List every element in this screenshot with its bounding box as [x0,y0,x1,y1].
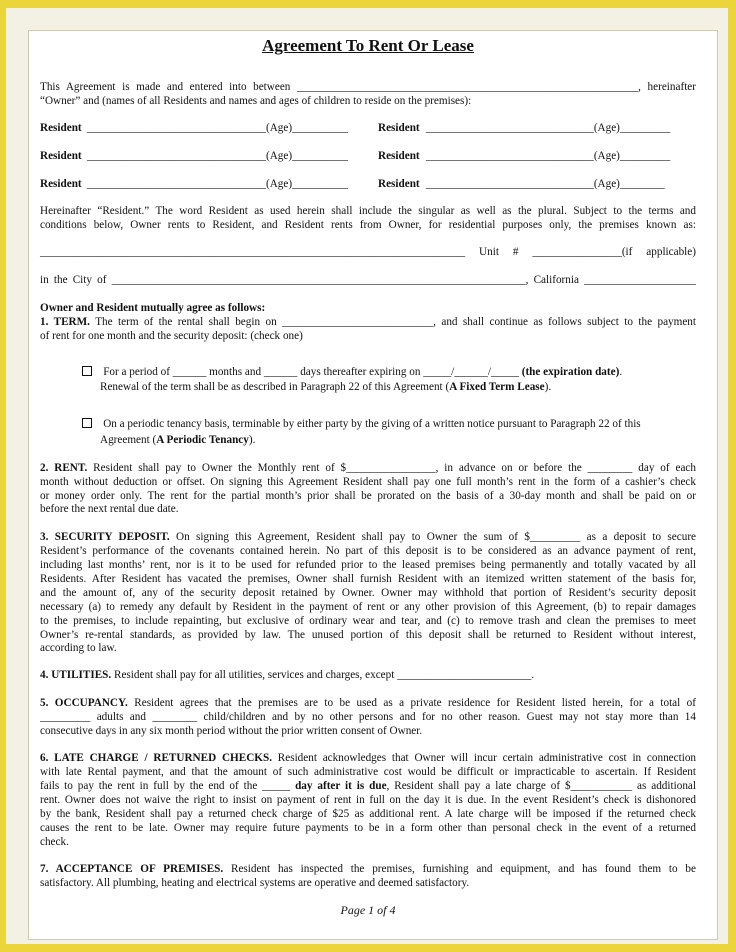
resident-label: Resident [40,178,82,190]
term-label: 1. TERM. [40,316,90,328]
resident-label: Resident [40,122,82,134]
periodic-checkbox[interactable] [82,418,92,428]
deposit-line: to the premises, to include repainting, but exclusive of ordinary wear and tear, and (c) to remove trash and clean the premises to meet [40,615,696,627]
occupancy-line: _________ adults and ________ child/children and by no other persons and for no other reason. Guest may not stay more than 14 [40,711,696,723]
resident-label: Resident [378,178,420,190]
deposit-line: Resident’s performance of the covenants contained herein. No part of this deposit is to be considered as an advance payment of rent, [40,545,696,557]
periodic-option[interactable]: On a periodic tenancy basis, terminable by either party by the giving of a written notice pursuant to Paragraph 22 of this [82,418,696,431]
resident-label: Resident [378,122,420,134]
rent-line: or money order only. The rent for the partial month’s prior shall be prorated on the basis of a 30-day month and shall be paid on or [40,490,696,502]
resident-blank: ________________________________(Age)__________ [87,122,349,134]
late-charge-line: causes the rent to be late. Owner may require future payments to be in a form other than personal check in the event of a returned [40,822,696,834]
resident-blank: ________________________________(Age)__________ [87,178,349,190]
fixed-term-checkbox[interactable] [82,366,92,376]
acceptance-line: satisfactory. All plumbing, heating and electrical systems are operative and deemed satisfactory. [40,877,470,889]
deposit-line: necessary (a) to remedy any default by Resident in the payment of rent or any other provision of this Agreement, (b) to repair damages [40,601,696,613]
hereinafter-line: Hereinafter “Resident.” The word Resident as used herein shall include the singular as well as the plural. Subject to the terms and [40,205,696,217]
deposit-label: 3. SECURITY DEPOSIT. [40,531,170,543]
rent-line: month without deduction or offset. On signing this Agreement Resident shall pay one full month’s rent in the form of a cashier’s check [40,476,696,488]
term-line: 1. TERM. The term of the rental shall begin on ___________________________, and shall continue as follows subject to the payment [40,316,696,328]
deposit-line: according to law. [40,642,117,654]
acceptance-line: 7. ACCEPTANCE OF PREMISES. Resident has inspected the premises, furnishing and equipment, and has found them to be [40,863,696,875]
resident-label: Resident [378,150,420,162]
periodic-line: Agreement (A Periodic Tenancy). [100,434,256,446]
rent-label: 2. RENT. [40,462,88,474]
late-charge-line: by the bank, Resident shall pay a returned check charge of $25 as additional rent. A late charge will be imposed if the returned check [40,808,696,820]
hereinafter-line: conditions below, Owner rents to Resident, and Resident rents from Owner, for residential purposes only, the premises known as: [40,219,696,231]
resident-blank: ______________________________(Age)_________ [426,122,671,134]
deposit-line: including last months’ rent, nor is it to be used for refunded prior to the leased premises being permanently and totally vacated by all [40,559,696,571]
resident-label: Resident [40,150,82,162]
late-charge-label: 6. LATE CHARGE / RETURNED CHECKS. [40,752,272,764]
document-title: Agreement To Rent Or Lease [262,36,474,55]
page-number: Page 1 of 4 [340,903,396,917]
deposit-line: Residents. After Resident has vacated the premises, Owner shall furnish Resident with an itemized written statement of the basis for, [40,573,696,585]
deposit-line: Owner’s re-rental standards, as provided by law. The unused portion of this deposit shall be returned to Resident without interest, [40,629,696,641]
utilities-label: 4. UTILITIES. [40,669,112,681]
resident-blank: ______________________________(Age)________ [426,178,665,190]
occupancy-line: consecutive days in any six month period without the prior written consent of Owner. [40,725,423,737]
fixed-term-option[interactable]: For a period of ______ months and ______ days thereafter expiring on _____/______/_____ (the expiration date). [82,366,696,379]
resident-blank: ________________________________(Age)__________ [87,150,349,162]
fixed-term-line: Renewal of the term shall be as described in Paragraph 22 of this Agreement (A Fixed Term Lease). [100,381,552,393]
city-line: in the City of __________________________________________________________________________, California ____________________ [40,274,696,286]
intro-line: This Agreement is made and entered into between _____________________________________________________________, hereinafter [40,81,696,93]
mutual-heading: Owner and Resident mutually agree as follows: [40,302,266,314]
term-line: of rent for one month and the security deposit: (check one) [40,330,303,342]
occupancy-label: 5. OCCUPANCY. [40,697,128,709]
premises-line: ____________________________________________________________________________ Unit # ________________(if applicable) [40,246,696,258]
utilities-line: 4. UTILITIES. Resident shall pay for all utilities, services and charges, except ________________________. [40,669,535,681]
deposit-line: 3. SECURITY DEPOSIT. On signing this Agreement, Resident shall pay to Owner the sum of $_________ as a deposit to secure [40,531,697,543]
rent-line: 2. RENT. Resident shall pay to Owner the Monthly rent of $________________, in advance on or before the ________ day of each [40,462,696,474]
resident-blank: ______________________________(Age)_________ [426,150,671,162]
occupancy-line: 5. OCCUPANCY. Resident agrees that the premises are to be used as a private residence for Resident listed herein, for a total of [40,697,696,709]
late-charge-line: 6. LATE CHARGE / RETURNED CHECKS. Resident acknowledges that Owner will incur certain administrative cost in connection [40,752,697,764]
late-charge-line: rent. Owner does not waive the right to insist on payment of rent in full on the day it is due. In the event Resident’s check is dishonored [40,794,696,806]
acceptance-label: 7. ACCEPTANCE OF PREMISES. [40,863,224,875]
rent-line: before the next rental due date. [40,503,179,515]
deposit-line: and the amount of, any of the security deposit retained by Owner. Owner may withhold that portion of Resident’s security deposit [40,587,696,599]
late-charge-line: with late Rental payment, and that the amount of such administrative cost would be difficult or impracticable to ascertain. If Resident [40,766,696,778]
intro-line: “Owner” and (names of all Residents and names and ages of children to reside on the premises): [40,95,472,107]
late-charge-line: fails to pay the rent in full by the end of the _____ day after it is due, Resident shall pay a late charge of $___________ as additional [40,780,696,792]
late-charge-line: check. [40,836,69,848]
